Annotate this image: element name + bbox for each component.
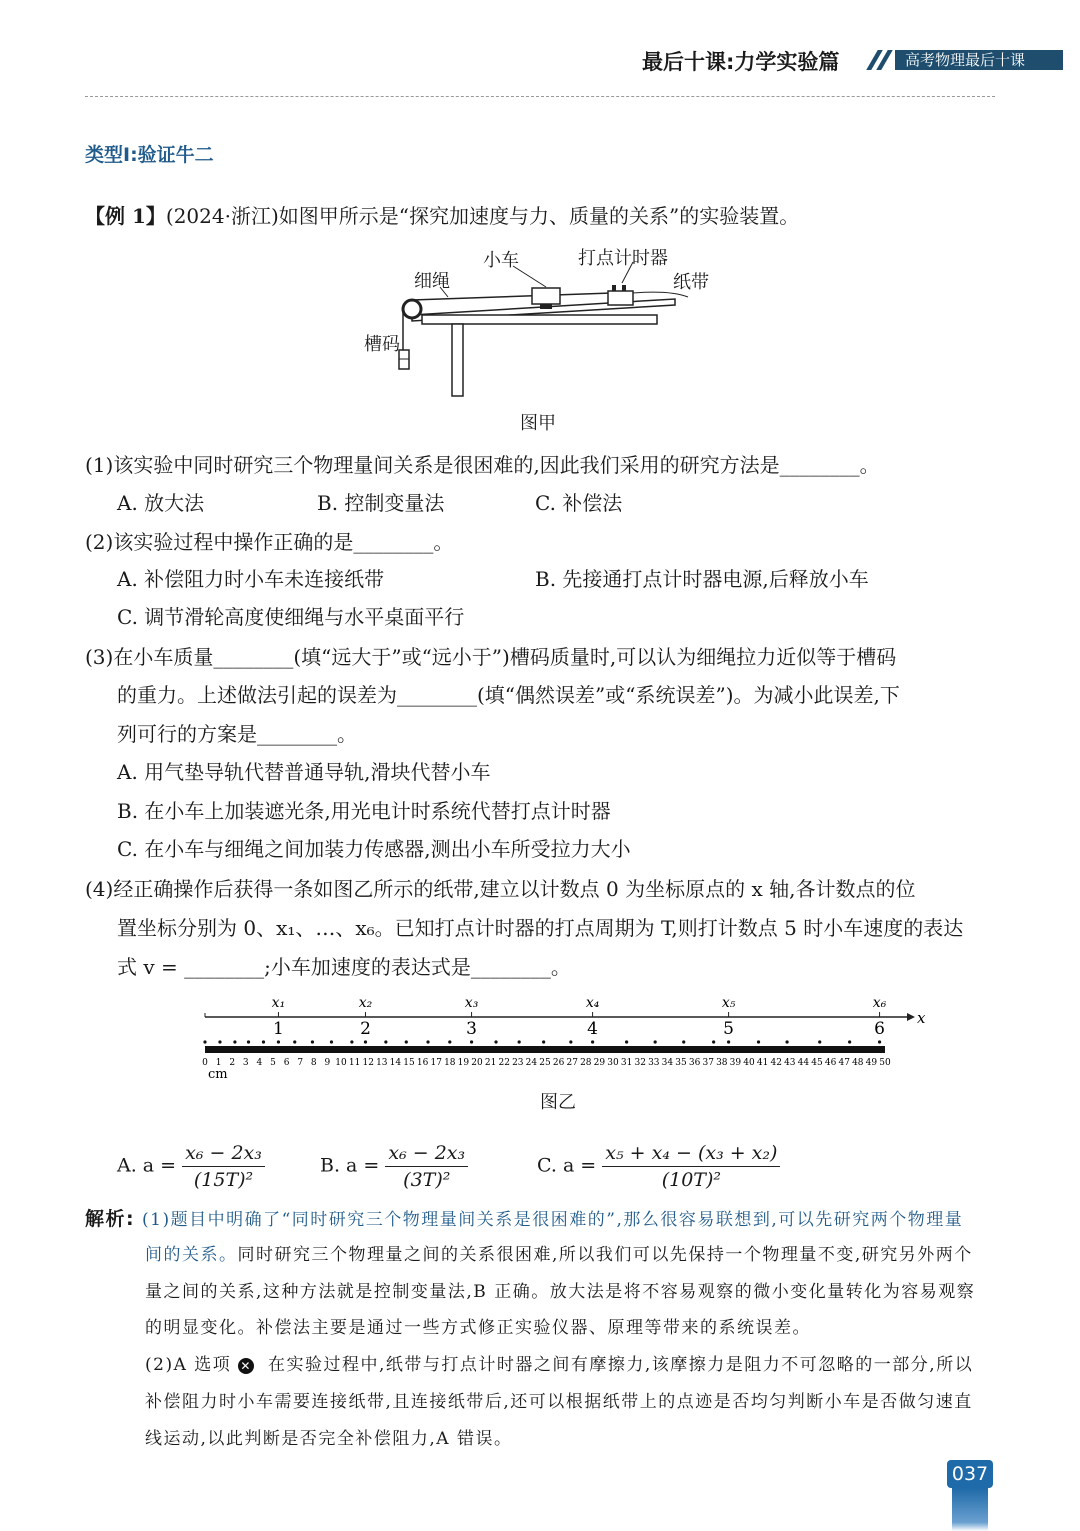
count-point-number: 2 — [360, 1019, 371, 1039]
label-tape: 纸带 — [673, 272, 709, 293]
count-point-number: 6 — [874, 1019, 885, 1039]
tape-dot — [848, 1040, 851, 1043]
answer-option-c — [537, 1140, 780, 1193]
ruler-tick-label: 48 — [852, 1058, 864, 1068]
tape-dot — [426, 1040, 429, 1043]
tape-dot — [247, 1040, 250, 1043]
q2-option-b: B. 先接通打点计时器电源,后释放小车 — [535, 567, 869, 591]
ruler-tick-label: 2 — [229, 1058, 236, 1068]
ruler-unit: cm — [208, 1067, 228, 1082]
tape-dot — [262, 1040, 265, 1043]
page-number-tab — [952, 1488, 988, 1531]
q2-stem: (2)该实验过程中操作正确的是________。 — [85, 530, 454, 554]
answer-label: B. a = — [320, 1154, 380, 1177]
q1-option-c: C. 补偿法 — [535, 491, 623, 515]
ruler-tick-label: 3 — [242, 1058, 249, 1068]
count-point-number: 5 — [723, 1019, 735, 1039]
analysis-line: 线运动,以此判断是否完全补偿阻力,A 错误。 — [145, 1429, 513, 1449]
ruler-tick-label: 36 — [688, 1058, 701, 1068]
ruler-tick-label: 24 — [525, 1058, 538, 1068]
ruler-tick-label: 8 — [310, 1058, 317, 1068]
label-rope: 细绳 — [414, 271, 450, 292]
ruler-tick-label: 4 — [256, 1058, 263, 1068]
tape-dot — [470, 1040, 473, 1043]
ruler-tick-label: 43 — [784, 1058, 796, 1068]
tape-dot — [878, 1040, 881, 1043]
q2-option-a: A. 补偿阻力时小车未连接纸带 — [117, 567, 385, 591]
tape-dot — [712, 1040, 715, 1043]
analysis-text: (2)A 选项 — [145, 1355, 232, 1375]
ruler-tick-label: 20 — [471, 1058, 483, 1068]
answer-denominator: (3T)² — [403, 1169, 451, 1191]
ruler-tick-label: 30 — [607, 1058, 619, 1068]
tape-dot — [311, 1040, 314, 1043]
ruler-tick-label: 15 — [403, 1058, 415, 1068]
tape-dot — [350, 1040, 353, 1043]
figure-apparatus — [350, 235, 730, 405]
answer-denominator: (15T)² — [193, 1169, 254, 1191]
ruler-tick-label: 46 — [824, 1058, 837, 1068]
example-stem — [85, 203, 799, 229]
header-divider — [85, 96, 995, 97]
ruler-tick-label: 21 — [484, 1058, 497, 1068]
ruler-tick-label: 35 — [675, 1058, 687, 1068]
tape-dot — [494, 1040, 497, 1043]
count-point-name: x₄ — [585, 995, 600, 1011]
label-weight: 槽码 — [364, 334, 400, 355]
ruler-tick-label: 19 — [457, 1058, 470, 1068]
tape-dot — [818, 1040, 821, 1043]
tape-dot — [682, 1040, 685, 1043]
ruler-tick-label: 22 — [498, 1058, 510, 1068]
ruler-tick-label: 27 — [566, 1058, 578, 1068]
tape-dot — [569, 1040, 572, 1043]
count-point-number: 1 — [273, 1019, 284, 1039]
q3-option-a: A. 用气垫导轨代替普通导轨,滑块代替小车 — [117, 760, 491, 784]
q4-line: (4)经正确操作后获得一条如图乙所示的纸带,建立以计数点 0 为坐标原点的 x 轴,各计数点的位 — [85, 877, 916, 901]
figure-tape — [195, 990, 925, 1085]
tape-dot — [218, 1040, 221, 1043]
ruler-tick-label: 34 — [661, 1058, 674, 1068]
ruler-tick-label: 11 — [348, 1058, 361, 1068]
ruler-tick-label: 17 — [430, 1058, 442, 1068]
analysis-line — [145, 1242, 973, 1268]
header-band: 高考物理最后十课 — [895, 50, 1063, 70]
tape-dot — [785, 1040, 788, 1043]
ruler-tick-label: 49 — [865, 1058, 878, 1068]
analysis-line: 补偿阻力时小车需要连接纸带,且连接纸带后,还可以根据纸带上的点迹是否均匀判断小车是否做匀速直 — [145, 1392, 973, 1412]
tape-dot — [727, 1040, 730, 1043]
q3-option-c: C. 在小车与细绳之间加装力传感器,测出小车所受拉力大小 — [117, 837, 631, 861]
answer-label: C. a = — [537, 1154, 597, 1177]
ruler-tick-label: 39 — [729, 1058, 742, 1068]
count-point-number: 3 — [466, 1019, 477, 1039]
page-number: 037 — [947, 1460, 993, 1488]
q3-line: 列可行的方案是________。 — [117, 722, 357, 746]
tape-dot — [364, 1040, 367, 1043]
q1-stem: (1)该实验中同时研究三个物理量间关系是很困难的,因此我们采用的研究方法是________。 — [85, 453, 880, 477]
ruler-tick-label: 33 — [648, 1058, 660, 1068]
axis-arrow-icon — [907, 1013, 915, 1021]
ruler-tick-label: 23 — [512, 1058, 524, 1068]
q1-option-b: B. 控制变量法 — [317, 491, 445, 515]
count-point-name: x₆ — [872, 995, 887, 1011]
ruler-tick-label: 29 — [593, 1058, 606, 1068]
q3-line: (3)在小车质量________(填“远大于”或“远小于”)槽码质量时,可以认为细绳拉力近似等于槽码 — [85, 645, 897, 669]
label-cart: 小车 — [483, 250, 519, 271]
tape-dot — [591, 1040, 594, 1043]
wrong-mark-icon: ✕ — [238, 1358, 254, 1374]
figure-a-caption: 图甲 — [520, 413, 556, 434]
analysis-line — [85, 1206, 963, 1233]
count-point-number: 4 — [587, 1019, 599, 1039]
ruler-tick-label: 16 — [416, 1058, 429, 1068]
ruler-tick-label: 0 — [202, 1058, 208, 1068]
tape-dot — [654, 1040, 657, 1043]
header-title: 最后十课:力学实验篇 — [642, 50, 840, 74]
ruler-tick-label: 14 — [389, 1058, 402, 1068]
ruler-bar — [205, 1046, 885, 1053]
count-point-name: x₁ — [271, 995, 286, 1011]
tape-dot — [203, 1040, 206, 1043]
analysis-text: 在实验过程中,纸带与打点计时器之间有摩擦力,该摩擦力是阻力不可忽略的一部分,所以 — [267, 1355, 974, 1375]
q3-line: 的重力。上述做法引起的误差为________(填“偶然误差”或“系统误差”)。为减小此误差,下 — [117, 683, 900, 707]
analysis-label: 解析: — [85, 1208, 136, 1230]
answer-option-a — [117, 1140, 265, 1193]
ruler-tick-label: 44 — [797, 1058, 810, 1068]
answer-numerator: x₆ − 2x₃ — [182, 1140, 265, 1167]
label-timer: 打点计时器 — [578, 248, 668, 269]
ruler-tick-label: 38 — [716, 1058, 728, 1068]
analysis-line — [145, 1352, 973, 1378]
tape-dot — [293, 1040, 296, 1043]
example-tag: 【例 1】 — [85, 204, 166, 228]
ruler-tick-label: 28 — [580, 1058, 592, 1068]
tape-dot — [384, 1040, 387, 1043]
q1-option-a: A. 放大法 — [117, 491, 205, 515]
ruler-tick-label: 7 — [297, 1058, 304, 1068]
analysis-highlight: 间的关系。 — [145, 1245, 238, 1265]
tape-dot — [757, 1040, 760, 1043]
ruler-tick-label: 10 — [335, 1058, 347, 1068]
ruler-tick-label: 5 — [270, 1058, 276, 1068]
analysis-text: 同时研究三个物理量之间的关系很困难,所以我们可以先保持一个物理量不变,研究另外两个 — [237, 1245, 973, 1265]
q3-option-b: B. 在小车上加装遮光条,用光电计时系统代替打点计时器 — [117, 799, 611, 823]
tape-dot — [448, 1040, 451, 1043]
ruler-tick-label: 40 — [743, 1058, 755, 1068]
ruler-tick-label: 47 — [838, 1058, 850, 1068]
ruler-tick-label: 42 — [770, 1058, 782, 1068]
answer-label: A. a = — [117, 1154, 177, 1177]
tape-dot — [518, 1040, 521, 1043]
ruler-tick-label: 26 — [552, 1058, 565, 1068]
count-point-name: x₂ — [358, 995, 373, 1011]
q4-line: 式 v = ________;小车加速度的表达式是________。 — [117, 955, 571, 979]
analysis-highlight: (1)题目中明确了“同时研究三个物理量间关系是很困难的”,那么很容易联想到,可以先研究两个物理量 — [142, 1210, 964, 1230]
answer-option-b — [320, 1140, 468, 1193]
ruler-tick-label: 18 — [444, 1058, 456, 1068]
ruler-tick-label: 45 — [811, 1058, 823, 1068]
ruler-tick-label: 13 — [376, 1058, 388, 1068]
analysis-line: 的明显变化。补偿法主要是通过一些方式修正实验仪器、原理等带来的系统误差。 — [145, 1318, 811, 1338]
tape-dot — [542, 1040, 545, 1043]
q4-line: 置坐标分别为 0、x₁、…、x₆。已知打点计时器的打点周期为 T,则打计数点 5 时小车速度的表达 — [117, 916, 964, 940]
answer-numerator: x₅ + x₄ − (x₃ + x₂) — [602, 1140, 780, 1167]
ruler-tick-label: 12 — [362, 1058, 374, 1068]
q2-option-c: C. 调节滑轮高度使细绳与水平桌面平行 — [117, 605, 465, 629]
ruler-tick-label: 25 — [539, 1058, 551, 1068]
example-text: (2024·浙江)如图甲所示是“探究加速度与力、质量的关系”的实验装置。 — [165, 204, 800, 228]
answer-denominator: (10T)² — [661, 1169, 721, 1191]
count-point-name: x₃ — [464, 995, 479, 1011]
analysis-line: 量之间的关系,这种方法就是控制变量法,B 正确。放大法是将不容易观察的微小变化量转化为容易观察 — [145, 1282, 976, 1302]
ruler-tick-label: 37 — [702, 1058, 714, 1068]
tape-dot — [277, 1040, 280, 1043]
ruler-tick-label: 6 — [283, 1058, 290, 1068]
tape-dot — [233, 1040, 236, 1043]
tape-dot — [405, 1040, 408, 1043]
ruler-tick-label: 41 — [756, 1058, 769, 1068]
tape-dot — [330, 1040, 333, 1043]
figure-b-caption: 图乙 — [540, 1092, 576, 1113]
axis-label: x — [917, 1009, 925, 1027]
tape-dot — [625, 1040, 628, 1043]
section-type: 类型Ⅰ:验证牛二 — [85, 144, 214, 166]
count-point-name: x₅ — [721, 995, 736, 1011]
ruler-tick-label: 32 — [634, 1058, 646, 1068]
answer-numerator: x₆ − 2x₃ — [385, 1140, 468, 1167]
ruler-tick-label: 31 — [620, 1058, 633, 1068]
ruler-tick-label: 9 — [324, 1058, 331, 1068]
ruler-tick-label: 1 — [215, 1058, 222, 1068]
ruler-tick-label: 50 — [879, 1058, 891, 1068]
